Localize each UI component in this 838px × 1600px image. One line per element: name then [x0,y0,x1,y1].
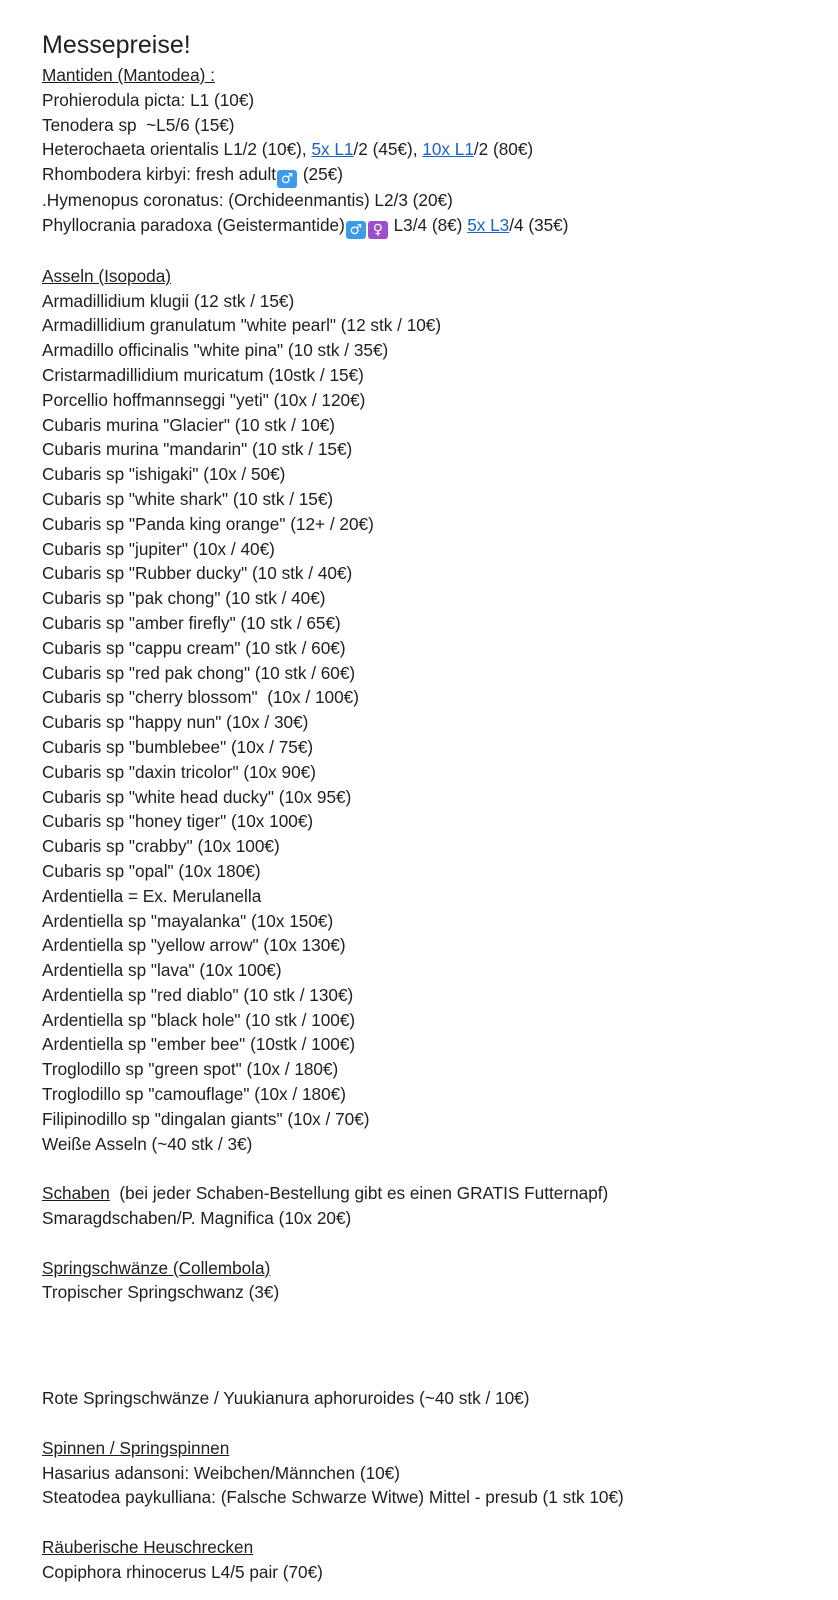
spacer [42,1305,828,1386]
male-symbol-icon: ♂ [346,221,366,239]
list-item: Tropischer Springschwanz (3€) [42,1282,280,1303]
section-heading-cockroaches: Schaben [42,1183,110,1204]
spacer [42,1411,828,1436]
list-item: Cubaris sp "daxin tricolor" (10x 90€) [42,761,316,782]
list-item: Prohierodula picta: L1 (10€) [42,89,255,110]
spacer [42,1156,828,1181]
female-symbol-icon: ♀ [368,221,388,239]
item-text: Rhombodera kirbyi: fresh adult [42,164,277,185]
section-heading-katydids: Räuberische Heuschrecken [42,1537,254,1558]
list-item: Cubaris sp "bumblebee" (10x / 75€) [42,736,314,757]
list-item: Armadillidium klugii (12 stk / 15€) [42,290,295,311]
list-item: Hasarius adansoni: Weibchen/Männchen (10€) [42,1462,400,1483]
list-item: Cubaris sp "crabby" (10x 100€) [42,836,280,857]
list-item: Rote Springschwänze / Yuukianura aphoruroides (~40 stk / 10€) [42,1388,530,1409]
list-item: Armadillidium granulatum "white pearl" (12 stk / 10€) [42,315,442,336]
list-item: Cubaris sp "cappu cream" (10 stk / 60€) [42,637,346,658]
section-note: (bei jeder Schaben-Bestellung gibt es einen GRATIS Futternapf) [109,1183,609,1204]
item-text: L3/4 (8€) [388,214,468,235]
section-heading-springtails: Springschwänze (Collembola) [42,1257,271,1278]
list-item: Tenodera sp ~L5/6 (15€) [42,114,235,135]
list-item [42,1181,828,1206]
list-item: Ardentiella sp "mayalanka" (10x 150€) [42,910,334,931]
item-text: (25€) [298,164,343,185]
link-5x-l1[interactable]: 5x L1 [311,139,354,160]
list-item: Ardentiella sp "lava" (10x 100€) [42,960,282,981]
item-text: Phyllocrania paradoxa (Geistermantide) [42,214,345,235]
list-item: Cubaris sp "Rubber ducky" (10 stk / 40€) [42,563,353,584]
list-item: Cubaris sp "Panda king orange" (12+ / 20€) [42,513,374,534]
item-text: Heterochaeta orientalis L1/2 (10€), [42,139,312,160]
list-item: Troglodillo sp "camouflage" (10x / 180€) [42,1084,346,1105]
list-item: Troglodillo sp "green spot" (10x / 180€) [42,1059,339,1080]
list-item: Ardentiella sp "ember bee" (10stk / 100€) [42,1034,356,1055]
male-symbol-icon: ♂ [277,170,297,188]
spacer [42,1231,828,1256]
section-heading-isopods: Asseln (Isopoda) [42,265,171,286]
list-item: Cubaris murina "Glacier" (10 stk / 10€) [42,414,336,435]
list-item: Cubaris murina "mandarin" (10 stk / 15€) [42,439,353,460]
isopod-list [42,289,828,1157]
list-item: .Hymenopus coronatus: (Orchideenmantis) L2/3 (20€) [42,190,453,211]
list-item: Cubaris sp "jupiter" (10x / 40€) [42,538,275,559]
list-item: Copiphora rhinocerus L4/5 pair (70€) [42,1561,323,1582]
list-item [42,162,828,188]
list-item: Steatodea paykulliana: (Falsche Schwarze Witwe) Mittel - presub (1 stk 10€) [42,1487,624,1508]
list-item: Armadillo officinalis "white pina" (10 stk / 35€) [42,340,389,361]
list-item: Filipinodillo sp "dingalan giants" (10x / 70€) [42,1108,370,1129]
item-text: /2 (45€), [353,139,423,160]
item-text: /4 (35€) [509,214,569,235]
list-item: Cubaris sp "white head ducky" (10x 95€) [42,786,352,807]
list-item: Ardentiella sp "black hole" (10 stk / 100€) [42,1009,356,1030]
list-item: Cubaris sp "ishigaki" (10x / 50€) [42,464,286,485]
list-item [42,213,828,239]
list-item: Weiße Asseln (~40 stk / 3€) [42,1133,253,1154]
list-item: Porcellio hoffmannseggi "yeti" (10x / 120€) [42,389,366,410]
spacer [42,239,828,264]
list-item: Cubaris sp "amber firefly" (10 stk / 65€) [42,612,341,633]
link-5x-l3[interactable]: 5x L3 [467,214,510,235]
spacer [42,1510,828,1535]
price-list [42,28,828,1585]
list-item: Cristarmadillidium muricatum (10stk / 15€) [42,364,364,385]
list-item: Smaragdschaben/P. Magnifica (10x 20€) [42,1208,352,1229]
list-item: Cubaris sp "white shark" (10 stk / 15€) [42,488,334,509]
list-item: Ardentiella sp "red diablo" (10 stk / 130€) [42,984,354,1005]
list-item: Ardentiella = Ex. Merulanella [42,885,262,906]
page-title: Messepreise! [42,31,191,59]
list-item: Cubaris sp "pak chong" (10 stk / 40€) [42,588,326,609]
section-heading-mantids: Mantiden (Mantodea) : [42,65,215,85]
list-item: Cubaris sp "red pak chong" (10 stk / 60€) [42,662,356,683]
section-heading-spiders: Spinnen / Springspinnen [42,1437,230,1458]
list-item: Cubaris sp "happy nun" (10x / 30€) [42,712,309,733]
list-item: Ardentiella sp "yellow arrow" (10x 130€) [42,935,346,956]
list-item: Cubaris sp "cherry blossom" (10x / 100€) [42,687,359,708]
list-item: Cubaris sp "opal" (10x 180€) [42,860,261,881]
list-item: Cubaris sp "honey tiger" (10x 100€) [42,811,314,832]
list-item [42,137,828,162]
item-text: /2 (80€) [473,139,534,160]
link-10x-l1[interactable]: 10x L1 [422,139,474,160]
